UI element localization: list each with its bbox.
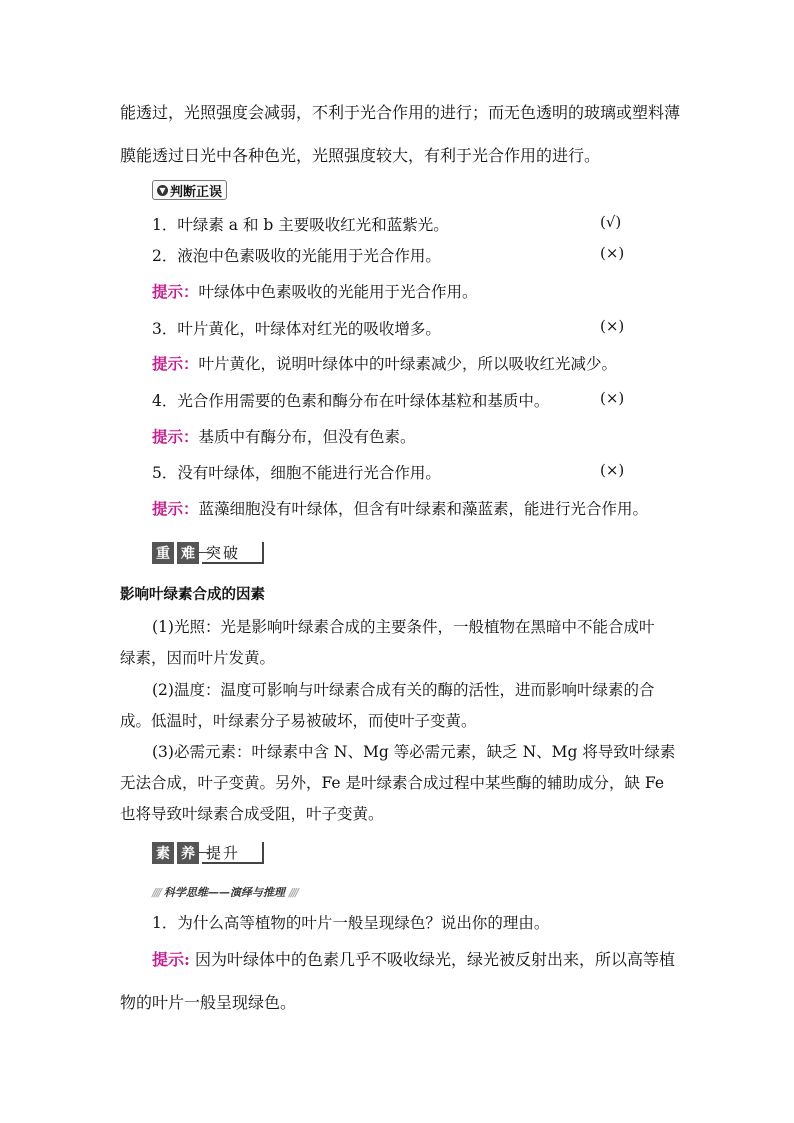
judge-tag (152, 180, 227, 200)
judge-mark-4: (×) (600, 389, 625, 407)
literacy-question: 1．为什么高等植物的叶片一般呈现绿色？说出你的理由。 (152, 914, 550, 932)
judge-hint-3 (152, 352, 617, 374)
judge-item-5: 5．没有叶绿体，细胞不能进行光合作用。 (152, 464, 441, 482)
hint-label: 提示： (152, 427, 199, 446)
key-difficulty-banner (152, 542, 264, 564)
intro-line-1: 能透过，光照强度会减弱，不利于光合作用的进行；而无色透明的玻璃或塑料薄 (120, 103, 681, 122)
literacy-answer-1 (152, 947, 675, 970)
decorative-slashes: //// (288, 886, 297, 899)
literacy-answer-2: 物的叶片一般呈现绿色。 (120, 993, 297, 1012)
judge-mark-5: (×) (600, 461, 625, 479)
hint-text: 叶绿体中色素吸收的光能用于光合作用。 (198, 283, 478, 301)
literacy-subhead (152, 884, 297, 900)
judge-mark-1: (√) (600, 213, 622, 231)
hint-text: 蓝藻细胞没有叶绿体，但含有叶绿素和藻蓝素，能进行光合作用。 (198, 500, 649, 518)
judge-hint-4 (152, 425, 416, 447)
literacy-banner (152, 842, 264, 864)
key-line-3: (2)温度：温度可影响与叶绿素合成有关的酶的活性，进而影响叶绿素的合 (152, 681, 655, 699)
judge-mark-3: (×) (600, 317, 625, 335)
key-line-1: (1)光照：光是影响叶绿素合成的主要条件，一般植物在黑暗中不能合成叶 (152, 618, 655, 636)
banner-char: 素 (152, 842, 174, 864)
key-title: 影响叶绿素合成的因素 (120, 586, 265, 603)
judge-item-3: 3．叶片黄化，叶绿体对红光的吸收增多。 (152, 320, 441, 338)
literacy-subhead-text: 科学思维——演绎与推理 (163, 886, 285, 899)
judge-mark-2: (×) (600, 244, 625, 262)
judge-item-1: 1．叶绿素 a 和 b 主要吸收红光和蓝紫光。 (152, 216, 449, 234)
key-line-4: 成。低温时，叶绿素分子易被破坏，而使叶子变黄。 (120, 712, 477, 730)
banner-rest: 突破 (202, 542, 264, 564)
decorative-slashes: //// (152, 886, 161, 899)
hint-text: 基质中有酶分布，但没有色素。 (198, 428, 416, 446)
key-line-6: 无法合成，叶子变黄。另外，Fe 是叶绿素合成过程中某些酶的辅助成分，缺 Fe (120, 774, 665, 792)
hint-text: 叶片黄化，说明叶绿体中的叶绿素减少，所以吸收红光减少。 (198, 355, 618, 373)
hint-label: 提示: (152, 950, 190, 969)
judge-hint-2 (152, 280, 478, 302)
hint-label: 提示： (152, 354, 199, 373)
key-line-7: 也将导致叶绿素合成受阻，叶子变黄。 (120, 805, 384, 823)
chevron-down-icon: ▼ (157, 185, 168, 196)
judge-item-4: 4．光合作用需要的色素和酶分布在叶绿体基粒和基质中。 (152, 392, 550, 410)
hint-text: 因为叶绿体中的色素几乎不吸收绿光，绿光被反射出来，所以高等植 (189, 950, 676, 969)
banner-rest: 提升 (202, 842, 264, 864)
hint-label: 提示： (152, 499, 199, 518)
key-line-2: 绿素，因而叶片发黄。 (120, 649, 276, 667)
intro-line-2: 膜能透过日光中各种色光，光照强度较大，有利于光合作用的进行。 (120, 146, 601, 165)
banner-char: 养 (177, 842, 199, 864)
banner-char: 重 (152, 542, 174, 564)
hint-label: 提示： (152, 282, 199, 301)
banner-char: 难 (177, 542, 199, 564)
judge-hint-5 (152, 497, 648, 519)
judge-item-2: 2．液泡中色素吸收的光能用于光合作用。 (152, 247, 441, 265)
key-line-5: (3)必需元素：叶绿素中含 N、Mg 等必需元素，缺乏 N、Mg 将导致叶绿素 (152, 743, 676, 761)
judge-tag-label: 判断正误 (170, 184, 223, 200)
